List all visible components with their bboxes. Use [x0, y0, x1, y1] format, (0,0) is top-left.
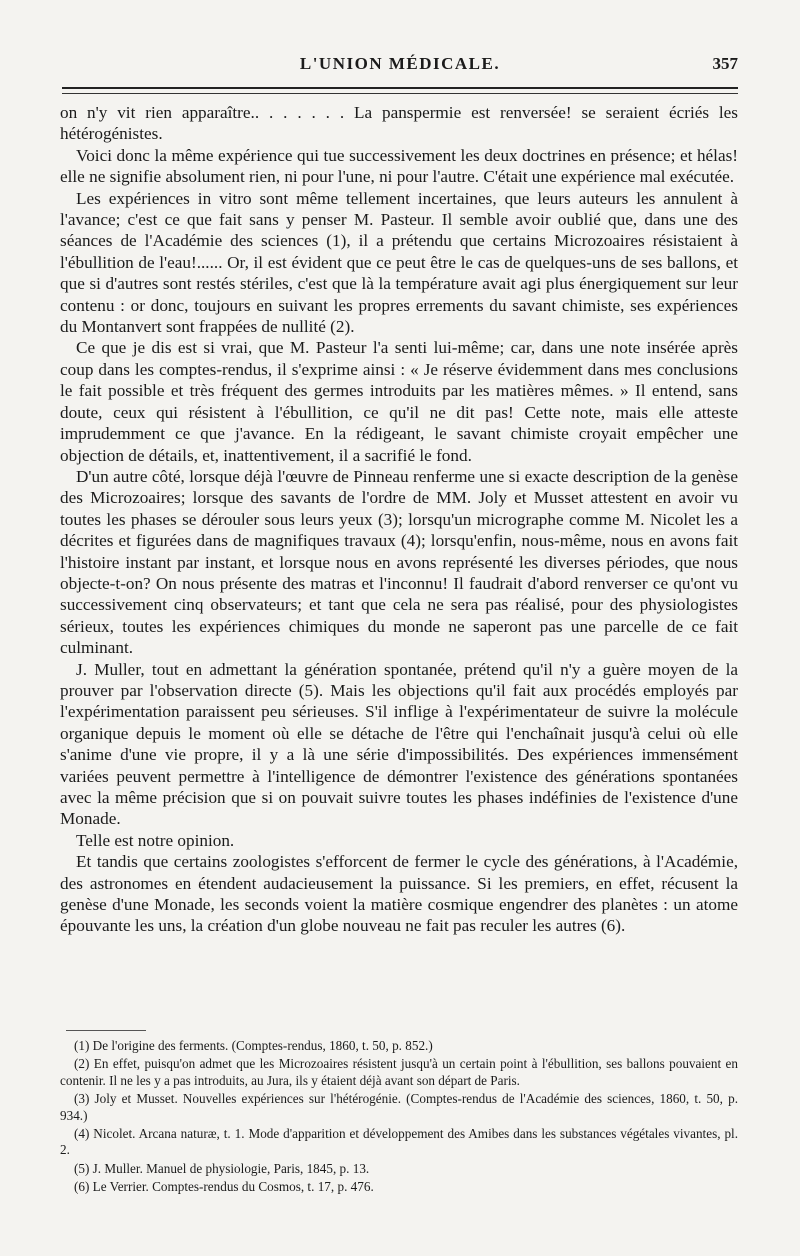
- page-number: 357: [712, 54, 738, 73]
- running-title: L'UNION MÉDICALE.: [299, 54, 501, 73]
- page-header: [62, 54, 738, 82]
- header-rule-thick: [62, 87, 738, 89]
- paragraph: on n'y vit rien apparaître.. . . . . . . La panspermie est renversée! se seraient écriés les hétérogénistes.: [60, 103, 738, 144]
- footnote: (4) Nicolet. Arcana naturæ, t. 1. Mode d'apparition et développement des Amibes dans les substances végétales vivantes, pl. 2.: [60, 1126, 738, 1158]
- footnote: (6) Le Verrier. Comptes-rendus du Cosmos, t. 17, p. 476.: [74, 1179, 374, 1195]
- body-text: [60, 102, 738, 937]
- paragraph: Telle est notre opinion.: [76, 830, 235, 850]
- paragraph: Et tandis que certains zoologistes s'efforcent de fermer le cycle des générations, à l'Académie, des astronomes en étendent audacieusement la puissance. Si les premiers, en effet, récusent la genèse d'une Monade, les seconds voient la matière cosmique engendrer des planètes : un atome épouvante les uns, la création d'un globe nouveau ne fait pas reculer les autres (6).: [60, 852, 738, 936]
- paragraph: Voici donc la même expérience qui tue successivement les deux doctrines en présence; et hélas! elle ne signifie absolument rien, ni pour l'une, ni pour l'autre. C'était une expérience mal exécutée.: [60, 145, 738, 187]
- footnote: (2) En effet, puisqu'on admet que les Microzoaires résistent jusqu'à un certain point à l'ébullition, ses ballons pouvaient en contenir. Il ne les y a pas introduits, au Jura, ils y étaient déjà avant son départ de Paris.: [60, 1056, 738, 1088]
- footnote: (5) J. Muller. Manuel de physiologie, Paris, 1845, p. 13.: [74, 1160, 370, 1176]
- paragraph: Les expériences in vitro sont même tellement incertaines, que leurs auteurs les annulent à l'avance; c'est ce que fait sans y penser M. Pasteur. Il semble avoir oublié que, dans une des séances de l'Académie des sciences (1), il a prétendu que certains Microzoaires résistaient à l'ébullition de l'eau!...... Or, il est évident que ce peut être le cas de quelques-uns de ses ballons, et que si d'autres sont restés stériles, c'est que là la température avait agi plus énergiquement sur leur contenu : or donc, toujours en suivant les propres errements du savant chimiste, ses expériences du Montanvert sont frappées de nullité (2).: [60, 188, 738, 337]
- footnote: (1) De l'origine des ferments. (Comptes-rendus, 1860, t. 50, p. 852.): [74, 1038, 433, 1053]
- footnotes: [60, 1038, 738, 1198]
- header-rule-thin: [62, 93, 738, 94]
- paragraph: J. Muller, tout en admettant la génération spontanée, prétend qu'il n'y a guère moyen de la prouver par l'observation directe (5). Mais les objections qu'il fait aux procédés employés par l'expérimentation paraissent peu sérieuses. S'il inflige à l'expérimentateur de suivre la molécule organique depuis le moment où elle se détache de l'être qui l'enchaînait jusqu'à celui où elle s'anime d'une vie propre, il y a là une série d'impossibilités. Des expériences immensément variées peuvent permettre à l'intelligence de démontrer l'existence des générations spontanées avec la même précision que si on pouvait suivre toutes les phases indéfinies de l'existence d'une Monade.: [60, 659, 738, 829]
- paragraph: Ce que je dis est si vrai, que M. Pasteur l'a senti lui-même; car, dans une note insérée après coup dans les comptes-rendus, il s'exprime ainsi : « Je réserve évidemment dans mes conclusions le fait possible et très fréquent des germes introduits par les matières mêmes. » Il entend, sans doute, ceux qui résistent à l'ébullition, ce qu'il ne dit pas! Cette note, mais elle atteste imprudemment ce que j'avance. En la rédigeant, le savant chimiste croyait empêcher une objection de détails, et, inattentivement, il a sacrifié le fond.: [60, 338, 738, 465]
- paragraph: D'un autre côté, lorsque déjà l'œuvre de Pinneau renferme une si exacte description de la genèse des Microzoaires; lorsque des savants de l'ordre de MM. Joly et Musset attestent en avoir vu toutes les phases se dérouler sous leurs yeux (3); lorsqu'un micrographe comme M. Nicolet les a décrites et figurées dans de magnifiques travaux (4); lorsqu'enfin, nous-même, nous en avons fait l'histoire instant par instant, et lorsque nous en avons représenté les diverses périodes, que nous objecte-t-on? On nous présente des matras et l'inconnu! Il faudrait d'abord renverser ce qu'ont vu successivement cinq observateurs; et tant que cela ne sera pas réalisé, pour des physiologistes sérieux, toutes les expériences chimiques du monde ne saperont pas une parcelle de ce fait culminant.: [60, 466, 738, 658]
- footnote: (3) Joly et Musset. Nouvelles expériences sur l'hétérogénie. (Comptes-rendus de l'Académie des sciences, 1860, t. 50, p. 934.): [60, 1091, 738, 1123]
- footnote-rule: [66, 1030, 146, 1031]
